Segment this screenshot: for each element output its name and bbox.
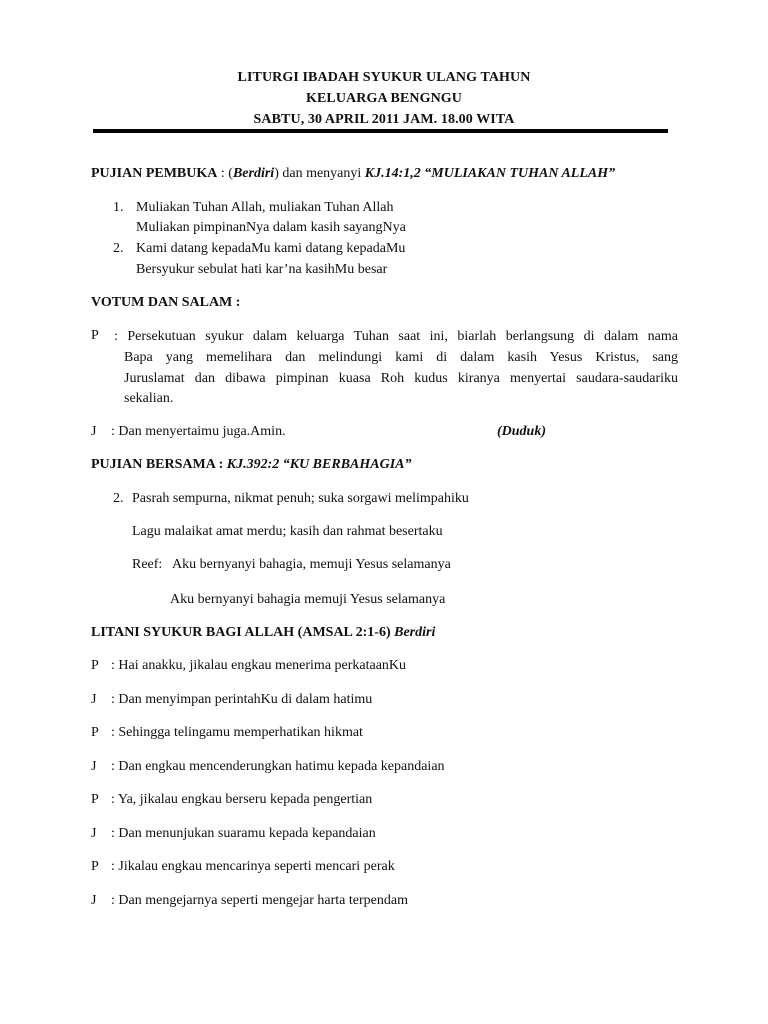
litani-role: P [91, 725, 99, 740]
litani-role: J [91, 692, 97, 707]
votum-j-text: : Dan menyertaimu juga.Amin. [111, 424, 286, 439]
reef-line: Aku bernyanyi bahagia, memuji Yesus selamanya [172, 557, 451, 572]
litani-line: : Sehingga telingamu memperhatikan hikmat [111, 725, 363, 740]
pujian-bersama-label: PUJIAN BERSAMA : [91, 457, 227, 472]
header-divider [93, 129, 668, 133]
litani-heading [91, 625, 435, 641]
verse-line: Lagu malaikat amat merdu; kasih dan rahmat besertaku [132, 524, 443, 539]
verse-line: Bersyukur sebulat hati kar’na kasihMu besar [136, 262, 388, 277]
pujian-pembuka-heading [91, 166, 615, 182]
verse-number: 1. [113, 200, 124, 215]
verse-line: Kami datang kepadaMu kami datang kepadaMu [136, 241, 406, 256]
pujian-bersama-heading [91, 457, 412, 473]
reef-label: Reef: [132, 557, 163, 572]
role-p: P [91, 328, 99, 343]
votum-p-line: Bapa yang memelihara dan melindungi kami di dalam kasih Yesus Kristus, sang [124, 350, 678, 365]
duduk-instruction: (Duduk) [497, 424, 547, 439]
role-j: J [91, 424, 97, 439]
litani-label: LITANI SYUKUR BAGI ALLAH (AMSAL 2:1-6) [91, 625, 395, 640]
header-title-line2: KELUARGA BENGNGU [305, 91, 462, 106]
litani-role: J [91, 826, 97, 841]
verse-line: Muliakan pimpinanNya dalam kasih sayangNya [136, 220, 406, 235]
votum-heading: VOTUM DAN SALAM : [91, 295, 241, 310]
verse-number: 2. [113, 491, 124, 506]
votum-p-line: sekalian. [124, 391, 174, 406]
header-title-line3: SABTU, 30 APRIL 2011 JAM. 18.00 WITA [253, 112, 515, 127]
litani-berdiri: Berdiri [394, 625, 436, 640]
pujian-pembuka-label: PUJIAN PEMBUKA [91, 166, 218, 181]
litani-line: : Dan menunjukan suaramu kepada kepandaian [111, 826, 376, 841]
votum-p-line: Juruslamat dan dibawa pimpinan kuasa Roh kudus kiranya menyertai saudara-saudariku [124, 370, 678, 386]
verse-line: Pasrah sempurna, nikmat penuh; suka sorgawi melimpahiku [132, 491, 469, 506]
litani-line: : Dan menyimpan perintahKu di dalam hatimu [111, 692, 373, 707]
litani-role: J [91, 759, 97, 774]
litani-line: : Jikalau engkau mencarinya seperti mencari perak [111, 859, 395, 874]
litani-role: P [91, 658, 99, 673]
pujian-pembuka-sep: : ( [217, 166, 233, 181]
litani-line: : Dan mengejarnya seperti mengejar harta terpendam [111, 893, 408, 908]
pujian-pembuka-mid: ) dan menyanyi [274, 166, 365, 181]
verse-line: Muliakan Tuhan Allah, muliakan Tuhan Allah [136, 200, 394, 215]
pujian-pembuka-song: KJ.14:1,2 “MULIAKAN TUHAN ALLAH” [364, 166, 616, 181]
litani-line: : Hai anakku, jikalau engkau menerima perkataanKu [111, 658, 407, 673]
votum-p-line: : Persekutuan syukur dalam keluarga Tuhan saat ini, biarlah berlangsung di dalam nama [114, 329, 678, 344]
litani-role: J [91, 893, 97, 908]
header-title-line1: LITURGI IBADAH SYUKUR ULANG TAHUN [237, 70, 531, 85]
litani-role: P [91, 792, 99, 807]
litani-line: : Dan engkau mencenderungkan hatimu kepada kepandaian [111, 759, 445, 774]
pujian-pembuka-berdiri: Berdiri [232, 166, 275, 181]
verse-number: 2. [113, 241, 124, 256]
litani-role: P [91, 859, 99, 874]
litani-line: : Ya, jikalau engkau berseru kepada pengertian [111, 792, 373, 807]
votum-p-text [114, 327, 678, 348]
votum-p-text-cont [124, 348, 678, 410]
pujian-bersama-song: KJ.392:2 “KU BERBAHAGIA” [226, 457, 412, 472]
reef-line: Aku bernyanyi bahagia memuji Yesus selamanya [170, 592, 446, 607]
